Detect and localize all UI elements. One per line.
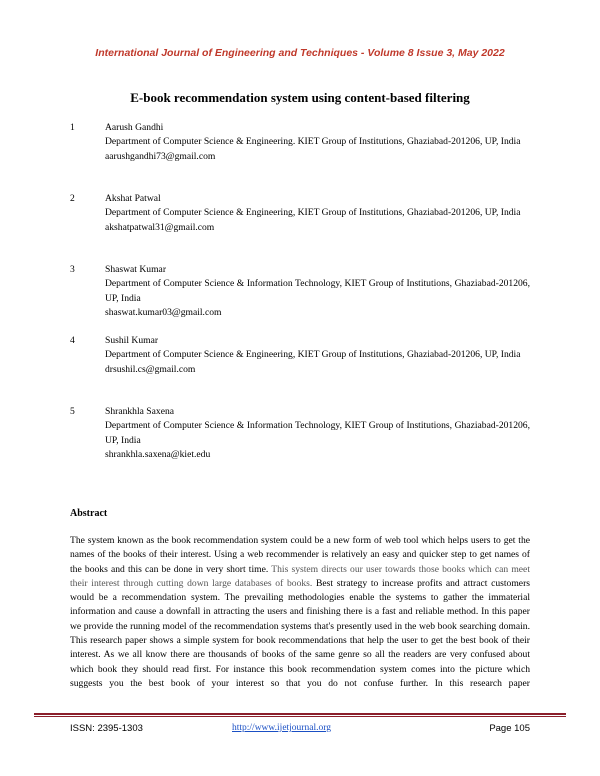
footer-journal-link[interactable]: http://www.ijetjournal.org [232, 723, 331, 733]
author-email: drsushil.cs@gmail.com [105, 363, 196, 375]
author-number: 1 [70, 122, 75, 133]
author-block-1 [70, 121, 530, 164]
author-affiliation: Department of Computer Science & Engineering. KIET Group of Institutions, Ghaziabad-201206, UP, India [105, 136, 521, 148]
footer-issn: ISSN: 2395-1303 [70, 723, 143, 734]
footer-page-number: Page 105 [489, 723, 530, 734]
abstract-heading: Abstract [70, 508, 108, 519]
author-affiliation: Department of Computer Science & Information Technology, KIET Group of Institutions, Ghaziabad-201206, UP, India [105, 278, 530, 304]
author-number: 5 [70, 406, 75, 417]
author-email: shrankhla.saxena@kiet.edu [105, 449, 211, 461]
author-name: Sushil Kumar [105, 335, 159, 346]
author-name: Aarush Gandhi [105, 122, 164, 133]
journal-header: International Journal of Engineering and Techniques - Volume 8 Issue 3, May 2022 [95, 47, 505, 59]
author-number: 4 [70, 335, 75, 346]
author-block-5 [70, 405, 530, 463]
author-number: 2 [70, 193, 75, 204]
author-email: aarushgandhi73@gmail.com [105, 150, 216, 162]
footer-rule [34, 716, 566, 717]
abstract-text-part: The system known as the book recommendation system could be a new form of web tool which helps users to get the names of the books of their interest. Using a web recommender is relatively an easy and quicker step to get names of the books and this can be done in very short time. [70, 535, 530, 575]
author-name: Shaswat Kumar [105, 264, 167, 275]
author-affiliation: Department of Computer Science & Engineering, KIET Group of Institutions, Ghaziabad-201206, UP, India [105, 207, 521, 219]
abstract-text-part: This system directs our user towards those books which can meet their interest through cutting down large databases of books. [70, 563, 530, 589]
author-affiliation: Department of Computer Science & Information Technology, KIET Group of Institutions, Ghaziabad-201206, UP, India [105, 420, 530, 446]
author-block-4 [70, 334, 530, 377]
author-email: shaswat.kumar03@gmail.com [105, 307, 222, 319]
author-name: Shrankhla Saxena [105, 406, 175, 417]
author-block-2 [70, 192, 530, 235]
footer-rule [34, 713, 566, 715]
abstract-text-part: Best strategy to increase profits and attract customers would be a recommendation system. The prevailing methodologies enable the systems to gather the immaterial information and cause a downfall in attracting the users and finishing there is a fast and reliable method. In this paper we provide the running model of the recommendation systems that's presently used in the web book searching domain. This research paper shows a simple system for book recommendations that help the user to get the best book of their interest. As we all know there are thousands of books of the same genre so all the readers are very confused about which book they should read first. For instance this book recommendation system comes into the picture which suggests you the best book of your interest so that you do not confuse further. In this research paper [70, 577, 530, 689]
author-number: 3 [70, 264, 75, 275]
abstract-text [70, 534, 530, 691]
author-affiliation: Department of Computer Science & Engineering, KIET Group of Institutions, Ghaziabad-201206, UP, India [105, 349, 521, 361]
page-footer [0, 723, 600, 737]
author-email: akshatpatwal31@gmail.com [105, 221, 215, 233]
paper-title: E-book recommendation system using content-based filtering [130, 90, 470, 105]
author-block-3 [70, 263, 530, 321]
author-name: Akshat Patwal [105, 193, 161, 204]
